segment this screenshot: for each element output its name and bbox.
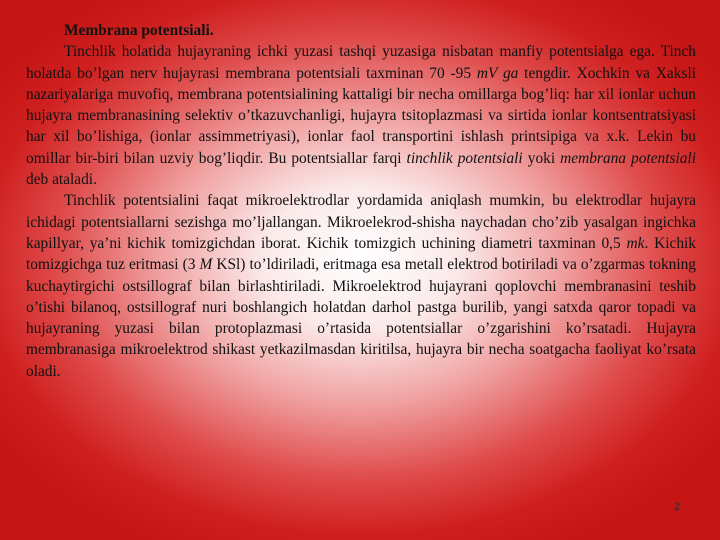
paragraph-membrane-potential (26, 41, 696, 190)
page-number: 2 (674, 499, 680, 513)
text-run: . Kichik tomizgichga tuz eritmasi (3 (26, 234, 696, 274)
unit-mv: mV ga (476, 64, 519, 82)
term-membrane-potential: membrana potentsiali (560, 149, 696, 167)
section-heading: Membrana potentsiali. (64, 22, 214, 39)
text-run: KSl) to’ldiriladi, eritmaga esa metall elektrod botiriladi va o’zgarmas tokning kuchaytirgichi ostsillograf bilan birlashtiriladi. Mikroelektrod hujayrani qoplovchi membranasini teshib o’tishi bilanoq, ostsillograf nuri boshlangich holatdan darhol pastga burilib, yangi satxda qaror topadi va hujayraning yuzasi bilan protoplazmasi o’rtasida potentsiallar o’zgarishini ko’rsatadi. Hujayra membranasiga mikroelektrod shikast yetkazilmasdan kiritilsa, hujayra bir necha soatgacha faoliyat ko’rsata oladi. (26, 256, 697, 380)
unit-molar: M (199, 256, 213, 274)
text-run: tengdir. Xochkin va Xaksli nazariyalariga muvofiq, membrana potentsialining kattaligi bir necha omillarga bog’liq: har xil ionlar uchun hujayra membranasining selektiv o’tkazuvchanligi, hujayra tsitoplazmasi va sirtida ionlar kontsentratsiyasi har xil bo’lishiga, (ionlar assimmetriyasi), ionlar faol transportini ishlash printsipiga va x.k. Lekin bu omillar bir-biri bilan uzviy bog’liqdir. Bu potentsiallar farqi (26, 64, 696, 167)
unit-mk: mk (626, 234, 645, 252)
text-run: yoki (522, 149, 561, 167)
slide-content (26, 20, 696, 382)
text-run: Tinchlik holatida hujayraning ichki yuzasi tashqi yuzasiga nisbatan manfiy potentsialga ega. Tinch holatda bo’lgan nerv hujayrasi membrana potentsiali taxminan 70 -95 (26, 43, 696, 82)
text-run: Tinchlik potentsialini faqat mikroelektrodlar yordamida aniqlash mumkin, bu elektrodlar hujayra ichidagi potentsiallarni sezishga mo’ljallangan. Mikroelekrod-shisha naychadan cho’zib yasalgan ingichka kapillyar, ya’ni kichik tomizgichdan iborat. Kichik tomizgich uchining diametri taxminan 0,5 (26, 192, 696, 252)
paragraph-microelectrode (26, 190, 696, 382)
term-resting-potential: tinchlik potentsiali (406, 149, 523, 167)
text-run: deb ataladi. (26, 171, 97, 189)
